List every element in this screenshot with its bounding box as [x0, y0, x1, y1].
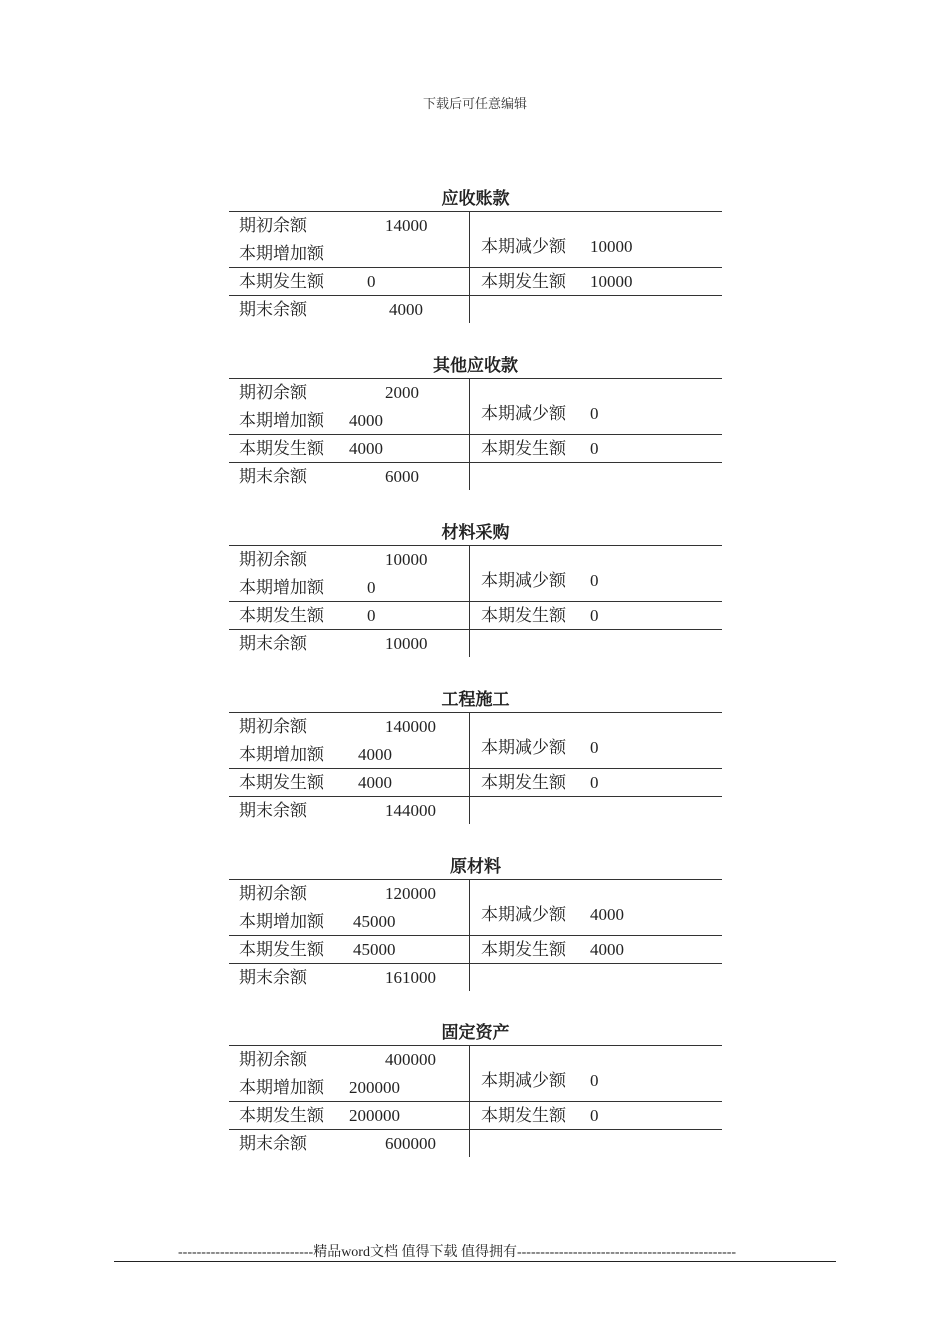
row-divider: [229, 295, 722, 296]
opening-label: 期初余额: [239, 884, 307, 903]
decrease-label: 本期减少额: [481, 1071, 566, 1090]
opening-value: 10000: [385, 550, 428, 569]
closing-value: 6000: [385, 467, 419, 486]
credit-turnover-label: 本期发生额: [481, 439, 566, 458]
debit-turnover-value: 45000: [353, 940, 396, 959]
row-divider: [229, 1101, 722, 1102]
opening-label: 期初余额: [239, 383, 307, 402]
opening-label: 期初余额: [239, 216, 307, 235]
debit-turnover-label: 本期发生额: [239, 606, 324, 625]
row-divider: [229, 796, 722, 797]
increase-value: 45000: [353, 912, 396, 931]
opening-value: 14000: [385, 216, 428, 235]
closing-value: 4000: [389, 300, 423, 319]
opening-value: 120000: [385, 884, 436, 903]
opening-label: 期初余额: [239, 717, 307, 736]
debit-turnover-value: 4000: [349, 439, 383, 458]
decrease-value: 0: [590, 571, 599, 590]
account-title: 应收账款: [441, 189, 510, 209]
decrease-label: 本期减少额: [481, 571, 566, 590]
credit-turnover-value: 4000: [590, 940, 624, 959]
row-divider: [229, 935, 722, 936]
opening-label: 期初余额: [239, 550, 307, 569]
increase-label: 本期增加额: [239, 578, 324, 597]
account-title: 材料采购: [441, 523, 510, 543]
debit-turnover-label: 本期发生额: [239, 940, 324, 959]
closing-label: 期末余额: [239, 801, 307, 820]
credit-turnover-value: 10000: [590, 272, 633, 291]
debit-turnover-label: 本期发生额: [239, 439, 324, 458]
closing-value: 600000: [385, 1134, 436, 1153]
t-account: [229, 521, 722, 657]
decrease-value: 4000: [590, 905, 624, 924]
row-divider: [229, 601, 722, 602]
decrease-label: 本期减少额: [481, 738, 566, 757]
debit-turnover-label: 本期发生额: [239, 272, 324, 291]
opening-label: 期初余额: [239, 1050, 307, 1069]
credit-turnover-label: 本期发生额: [481, 1106, 566, 1125]
decrease-value: 0: [590, 1071, 599, 1090]
debit-turnover-label: 本期发生额: [239, 773, 324, 792]
closing-label: 期末余额: [239, 1134, 307, 1153]
t-account-body: [229, 879, 722, 991]
credit-turnover-value: 0: [590, 439, 599, 458]
t-account-body: [229, 211, 722, 323]
page-header: 下载后可任意编辑: [422, 96, 527, 111]
debit-turnover-value: 0: [367, 606, 376, 625]
t-account-body: [229, 545, 722, 657]
row-divider: [229, 768, 722, 769]
account-title: 原材料: [450, 857, 501, 877]
debit-turnover-value: 4000: [358, 773, 392, 792]
increase-value: 0: [367, 578, 376, 597]
t-account: [229, 688, 722, 824]
increase-value: 4000: [358, 745, 392, 764]
closing-value: 161000: [385, 968, 436, 987]
increase-label: 本期增加额: [239, 411, 324, 430]
increase-label: 本期增加额: [239, 745, 324, 764]
decrease-value: 10000: [590, 237, 633, 256]
increase-value: 4000: [349, 411, 383, 430]
closing-value: 10000: [385, 634, 428, 653]
closing-label: 期末余额: [239, 634, 307, 653]
row-divider: [229, 267, 722, 268]
t-account-body: [229, 1045, 722, 1157]
debit-turnover-value: 200000: [349, 1106, 400, 1125]
account-title: 其他应收款: [433, 356, 518, 376]
account-title: 固定资产: [441, 1023, 510, 1043]
decrease-label: 本期减少额: [481, 404, 566, 423]
t-account: [229, 1021, 722, 1157]
increase-value: 200000: [349, 1078, 400, 1097]
t-account-body: [229, 378, 722, 490]
decrease-value: 0: [590, 404, 599, 423]
increase-label: 本期增加额: [239, 912, 324, 931]
t-account: [229, 354, 722, 490]
decrease-label: 本期减少额: [481, 905, 566, 924]
opening-value: 140000: [385, 717, 436, 736]
row-divider: [229, 1129, 722, 1130]
closing-label: 期末余额: [239, 467, 307, 486]
row-divider: [229, 963, 722, 964]
footer-rule: [114, 1261, 836, 1262]
t-account: [229, 855, 722, 991]
decrease-value: 0: [590, 738, 599, 757]
credit-turnover-value: 0: [590, 773, 599, 792]
increase-label: 本期增加额: [239, 1078, 324, 1097]
closing-value: 144000: [385, 801, 436, 820]
closing-label: 期末余额: [239, 300, 307, 319]
row-divider: [229, 462, 722, 463]
row-divider: [229, 434, 722, 435]
opening-value: 2000: [385, 383, 419, 402]
credit-turnover-label: 本期发生额: [481, 606, 566, 625]
debit-turnover-label: 本期发生额: [239, 1106, 324, 1125]
credit-turnover-value: 0: [590, 1106, 599, 1125]
account-title: 工程施工: [441, 690, 510, 710]
credit-turnover-label: 本期发生额: [481, 773, 566, 792]
opening-value: 400000: [385, 1050, 436, 1069]
closing-label: 期末余额: [239, 968, 307, 987]
t-account-body: [229, 712, 722, 824]
decrease-label: 本期减少额: [481, 237, 566, 256]
credit-turnover-label: 本期发生额: [481, 272, 566, 291]
debit-turnover-value: 0: [367, 272, 376, 291]
t-account: [229, 187, 722, 323]
increase-label: 本期增加额: [239, 244, 324, 263]
page-footer: -----------------------------精品word文档 值得下载 值得拥有-----------------------------------------------: [178, 1245, 737, 1260]
credit-turnover-value: 0: [590, 606, 599, 625]
credit-turnover-label: 本期发生额: [481, 940, 566, 959]
row-divider: [229, 629, 722, 630]
